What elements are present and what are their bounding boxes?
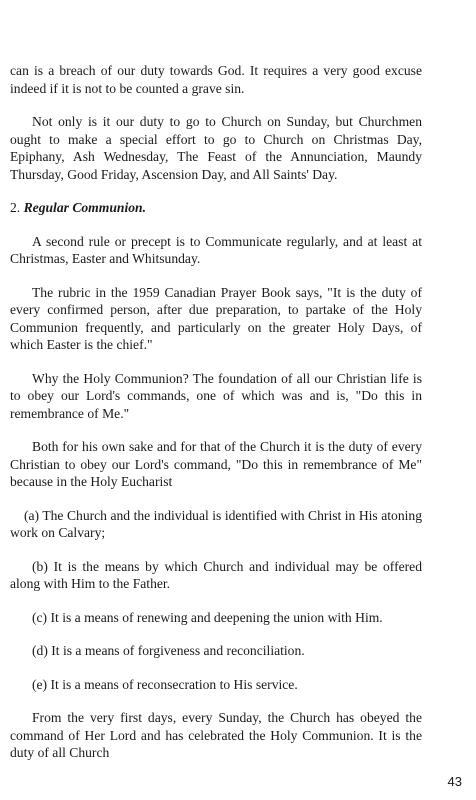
section-title: Regular Communion. bbox=[23, 200, 146, 215]
list-item-c: (c) It is a means of renewing and deepening the union with Him. bbox=[32, 609, 383, 625]
list-item-d: (d) It is a means of forgiveness and reconciliation. bbox=[32, 643, 305, 658]
paragraph-2: Not only is it our duty to go to Church on Sunday, but Churchmen ought to make a special effort to go to Church on Christmas Day, Epiphany, Ash Wednesday, The Feast of the Annunciation, Maundy Thursday, Good Friday, Ascension Day, and All Saints' Day. bbox=[10, 114, 422, 182]
paragraph-3: A second rule or precept is to Communicate regularly, and at least at Christmas, Easter and Whitsunday. bbox=[10, 233, 422, 266]
page-number: 43 bbox=[447, 774, 462, 789]
paragraph-4: The rubric in the 1959 Canadian Prayer Book says, "It is the duty of every confirmed person, after due preparation, to partake of the Holy Communion frequently, and particularly on the greater Holy Days, of which Easter is the chief." bbox=[10, 284, 422, 352]
list-item-e: (e) It is a means of reconsecration to His service. bbox=[32, 676, 298, 692]
paragraph-7: From the very first days, every Sunday, the Church has obeyed the command of Her Lord and has celebrated the Holy Communion. It is the duty of all Church bbox=[10, 710, 422, 760]
paragraph-6: Both for his own sake and for that of the Church it is the duty of every Christian to obey our Lord's command, "Do this in remembrance of Me" because in the Holy Eucharist bbox=[10, 439, 422, 489]
page-body bbox=[10, 62, 422, 778]
paragraph-1: can is a breach of our duty towards God. It requires a very good excuse indeed if it is not to be counted a grave sin. bbox=[10, 63, 422, 96]
section-number: 2. bbox=[10, 200, 24, 215]
paragraph-5: Why the Holy Communion? The foundation of all our Christian life is to obey our Lord's commands, one of which was and is, "Do this in remembrance of Me." bbox=[10, 370, 422, 421]
list-item-b: (b) It is the means by which Church and individual may be offered along with Him to the Father. bbox=[10, 558, 422, 591]
section-heading bbox=[10, 199, 422, 217]
list-item-a: (a) The Church and the individual is identified with Christ in His atoning work on Calvary; bbox=[10, 507, 422, 540]
